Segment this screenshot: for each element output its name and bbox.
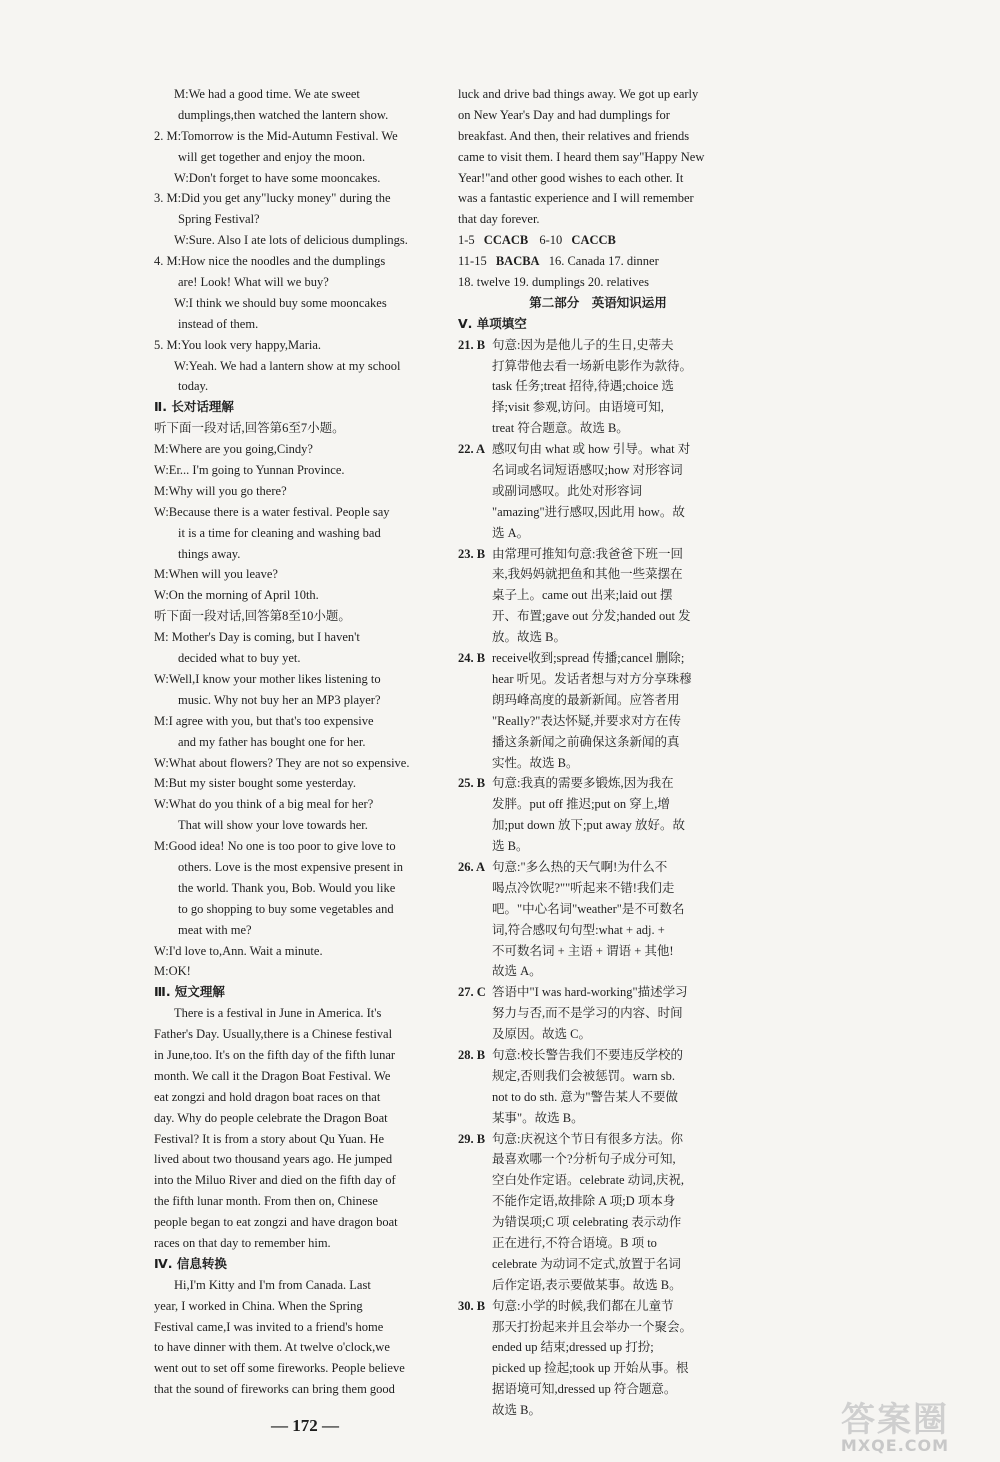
question-number: 26. A (458, 859, 486, 874)
text-line: was a fantastic experience and I will remember (458, 191, 694, 206)
explanation-line: picked up 捡起;took up 开始从事。根 (492, 1361, 689, 1376)
explanation-line (458, 857, 738, 878)
answer-range: 6-10 (539, 233, 563, 248)
explanation-text: 感叹句由 what 或 how 引导。what 对 (492, 442, 691, 457)
explanation-line: 或副词感叹。此处对形容词 (492, 483, 643, 498)
question-number: 28. B (458, 1047, 486, 1062)
text-line: that day forever. (458, 212, 540, 227)
text-line: Festival came,I was invited to a friend's home (154, 1319, 384, 1334)
text-line: M:We had a good time. We ate sweet (174, 87, 360, 101)
text-line: There is a festival in June in America. It's (174, 1006, 382, 1021)
text-line: will get together and enjoy the moon. (178, 149, 366, 164)
question-item (458, 439, 738, 543)
watermark-url: MXQE.COM (840, 1436, 950, 1455)
explanation-line: 名词或名词短语感叹;how 对形容词 (492, 463, 683, 478)
text-line: M:I agree with you, but that's too expensive (154, 713, 374, 728)
text-line: W:On the morning of April 10th. (154, 588, 319, 603)
text-line: today. (178, 379, 209, 394)
answer-row-2 (458, 251, 738, 272)
answer-fill: 16. Canada 17. dinner (548, 254, 659, 269)
explanation-line (458, 335, 738, 356)
section-heading: Ⅱ. 长对话理解 (154, 399, 234, 415)
text-line: meat with me? (178, 922, 252, 937)
question-number: 30. B (458, 1298, 486, 1313)
answer-key: CCACB (483, 233, 529, 248)
text-line: M:But my sister bought some yesterday. (154, 776, 356, 791)
explanation-line (458, 439, 738, 460)
answer-key: BACBA (495, 254, 540, 269)
text-line: M:When will you leave? (154, 567, 278, 582)
explanation-line: hear 听见。发话者想与对方分享珠穆 (492, 671, 692, 686)
explanation-line: treat 符合题意。故选 B。 (492, 421, 629, 436)
explanation-line (458, 773, 738, 794)
text-line: W:Well,I know your mother likes listening to (154, 671, 381, 686)
question-item (458, 648, 738, 773)
text-line: W:Er... I'm going to Yunnan Province. (154, 463, 345, 478)
text-line: W:What about flowers? They are not so expensive. (154, 755, 410, 770)
text-line: Festival? It is from a story about Qu Yuan. He (154, 1131, 385, 1146)
text-line: M:Good idea! No one is too poor to give love to (154, 839, 396, 854)
question-number: 23. B (458, 546, 486, 561)
text-line: on New Year's Day and had dumplings for (458, 107, 670, 122)
watermark-logo (810, 1392, 980, 1456)
explanation-text: 句意:因为是他儿子的生日,史蒂夫 (492, 337, 674, 352)
explanation-line: 朗玛峰高度的最新新闻。应答者用 (492, 692, 680, 707)
explanation-line (458, 648, 738, 669)
question-number: 21. B (458, 337, 486, 352)
text-line: that the sound of fireworks can bring them good (154, 1382, 395, 1397)
question-number: 25. B (458, 776, 486, 791)
question-item (458, 544, 738, 648)
text-line: 4. M:How nice the noodles and the dumplings (154, 254, 386, 269)
text-line: to have dinner with them. At twelve o'clock,we (154, 1340, 390, 1355)
explanation-line: 加;put down 放下;put away 放好。故 (492, 818, 686, 833)
text-line: month. We call it the Dragon Boat Festival. We (154, 1068, 391, 1083)
text-line: races on that day to remember him. (154, 1235, 331, 1250)
explanation-line: 喝点冷饮呢?""听起来不错!我们走 (492, 880, 675, 895)
explanation-line: 某事"。故选 B。 (492, 1110, 584, 1125)
text-line: Father's Day. Usually,there is a Chinese festival (154, 1027, 393, 1042)
explanation-line: 打算带他去看一场新电影作为款待。 (492, 358, 693, 373)
question-item (458, 1296, 738, 1421)
text-line: W:What do you think of a big meal for her? (154, 797, 374, 812)
explanation-line: 正在进行,不符合语境。B 项 to (492, 1235, 657, 1250)
text-line: into the Miluo River and died on the fifth day of (154, 1173, 396, 1188)
explanation-line: task 任务;treat 招待,待遇;choice 选 (492, 379, 674, 394)
text-line: music. Why not buy her an MP3 player? (178, 692, 381, 707)
explanation-text: receive收到;spread 传播;cancel 删除; (492, 651, 685, 666)
question-explanations (458, 335, 738, 1421)
text-line: M:Why will you go there? (154, 483, 287, 498)
part-two-heading: 第二部分 英语知识运用 (529, 294, 667, 310)
question-number: 29. B (458, 1131, 486, 1146)
question-number: 27. C (458, 985, 486, 1000)
explanation-line: 播这条新闻之前确保这条新闻的真 (492, 734, 680, 749)
text-line: 听下面一段对话,回答第6至7小题。 (154, 421, 345, 436)
answer-range: 1-5 (458, 233, 475, 248)
explanation-line: 发胖。put off 推迟;put on 穿上,增 (492, 797, 670, 812)
left-column (154, 84, 434, 1400)
question-item (458, 982, 738, 1045)
explanation-line (458, 1129, 738, 1150)
explanation-text: 句意:"多么热的天气啊!为什么不 (492, 859, 668, 874)
explanation-line (458, 544, 738, 565)
explanation-line: 选 B。 (492, 839, 529, 854)
explanation-line: 为错误项;C 项 celebrating 表示动作 (492, 1215, 682, 1230)
explanation-line (458, 1296, 738, 1317)
explanation-line: 实性。故选 B。 (492, 755, 579, 770)
text-line: M:OK! (154, 964, 191, 979)
explanation-text: 句意:小学的时候,我们都在儿童节 (492, 1298, 674, 1313)
text-line: W:Yeah. We had a lantern show at my school (174, 358, 401, 373)
question-item (458, 857, 738, 982)
text-line: 2. M:Tomorrow is the Mid-Autumn Festival. We (154, 128, 398, 143)
text-line: to go shopping to buy some vegetables and (178, 901, 394, 916)
text-line: 3. M:Did you get any"lucky money" during the (154, 191, 391, 206)
text-line: the fifth lunar month. From then on, Chinese (154, 1194, 378, 1209)
text-line: instead of them. (178, 316, 259, 331)
explanation-line: 词,符合感叹句句型:what + adj. + (492, 922, 665, 937)
section-v-heading: Ⅴ. 单项填空 (458, 315, 527, 331)
text-line: M: Mother's Day is coming, but I haven't (154, 630, 360, 645)
explanation-line: 规定,否则我们会被惩罚。warn sb. (492, 1068, 675, 1083)
explanation-text: 句意:我真的需要多锻炼,因为我在 (492, 776, 674, 791)
explanation-line: 据语境可知,dressed up 符合题意。 (492, 1382, 677, 1397)
text-line: decided what to buy yet. (178, 651, 301, 666)
explanation-line: 及原因。故选 C。 (492, 1027, 591, 1042)
text-line: W:Because there is a water festival. People say (154, 504, 390, 519)
text-line: W:I think we should buy some mooncakes (174, 295, 387, 310)
text-line: went out to set off some fireworks. People believe (154, 1361, 405, 1376)
answer-key: CACCB (571, 233, 616, 248)
text-line: others. Love is the most expensive present in (178, 859, 403, 874)
explanation-line: 不能作定语,故排除 A 项;D 项本身 (492, 1194, 676, 1209)
question-item (458, 1045, 738, 1129)
explanation-line: 那天打扮起来并且会举办一个聚会。 (492, 1319, 693, 1334)
text-line: M:Where are you going,Cindy? (154, 442, 313, 457)
question-item (458, 1129, 738, 1296)
answer-range: 11-15 (458, 254, 487, 269)
text-line: 听下面一段对话,回答第8至10小题。 (154, 609, 351, 624)
explanation-line: "amazing"进行感叹,因此用 how。故 (492, 504, 685, 519)
text-line: breakfast. And then, their relatives and friends (458, 128, 690, 143)
explanation-text: 句意:庆祝这个节日有很多方法。你 (492, 1131, 683, 1146)
explanation-line: 努力与否,而不是学习的内容、时间 (492, 1006, 683, 1021)
watermark-text: 答案圈 (841, 1400, 949, 1440)
text-line: day. Why do people celebrate the Dragon Boat (154, 1110, 388, 1125)
text-line: luck and drive bad things away. We got up early (458, 87, 699, 101)
explanation-line: celebrate 为动词不定式,放置于名词 (492, 1256, 681, 1271)
passage-continuation (458, 84, 738, 230)
text-line: W:I'd love to,Ann. Wait a minute. (154, 943, 323, 958)
text-line: 5. M:You look very happy,Maria. (154, 337, 322, 352)
text-line: came to visit them. I heard them say"Happy New (458, 149, 705, 164)
explanation-line: 吧。"中心名词"weather"是不可数名 (492, 901, 685, 916)
explanation-line: 桌子上。came out 出来;laid out 摆 (492, 588, 673, 603)
explanation-line: not to do sth. 意为"警告某人不要做 (492, 1089, 679, 1104)
text-line: people began to eat zongzi and have dragon boat (154, 1215, 398, 1230)
text-line: eat zongzi and hold dragon boat races on that (154, 1089, 381, 1104)
explanation-line: 故选 B。 (492, 1403, 541, 1418)
question-item (458, 773, 738, 857)
text-line: it is a time for cleaning and washing bad (178, 525, 381, 540)
text-line: Spring Festival? (178, 212, 260, 227)
explanation-line: 放。故选 B。 (492, 630, 566, 645)
explanation-line: 开、布置;gave out 分发;handed out 发 (492, 609, 691, 624)
explanation-line: 后作定语,表示要做某事。故选 B。 (492, 1277, 682, 1292)
text-line: year, I worked in China. When the Spring (154, 1298, 363, 1313)
text-line: lived about two thousand years ago. He jumped (154, 1152, 393, 1167)
question-item (458, 335, 738, 439)
page-number: — 172 — (271, 1416, 339, 1435)
text-line: the world. Thank you, Bob. Would you like (178, 880, 396, 895)
text-line: W:Sure. Also I ate lots of delicious dumplings. (174, 233, 408, 248)
text-line: That will show your love towards her. (178, 818, 368, 833)
explanation-text: 句意:校长警告我们不要违反学校的 (492, 1047, 683, 1062)
answer-row-1 (458, 230, 738, 251)
explanation-line (458, 982, 738, 1003)
question-number: 24. B (458, 651, 486, 666)
section-heading: Ⅳ. 信息转换 (154, 1255, 227, 1271)
right-column (458, 84, 738, 1421)
explanation-line: 不可数名词 + 主语 + 谓语 + 其他! (492, 943, 674, 958)
answer-row-3: 18. twelve 19. dumplings 20. relatives (458, 275, 649, 290)
explanation-line: 空白处作定语。celebrate 动词,庆祝, (492, 1173, 684, 1188)
text-line: are! Look! What will we buy? (178, 275, 329, 290)
explanation-line: 择;visit 参观,访问。由语境可知, (492, 400, 664, 415)
text-line: in June,too. It's on the fifth day of the fifth lunar (154, 1047, 396, 1062)
explanation-text: 答语中"I was hard-working"描述学习 (492, 985, 688, 1000)
explanation-line: 选 A。 (492, 525, 530, 540)
text-line: W:Don't forget to have some mooncakes. (174, 170, 381, 185)
explanation-line: ended up 结束;dressed up 打扮; (492, 1340, 654, 1355)
explanation-text: 由常理可推知句意:我爸爸下班一回 (492, 546, 683, 561)
section-heading: Ⅲ. 短文理解 (154, 984, 225, 1000)
text-line: dumplings,then watched the lantern show. (178, 107, 389, 122)
explanation-line (458, 1045, 738, 1066)
explanation-line: "Really?"表达怀疑,并要求对方在传 (492, 713, 682, 728)
text-line: things away. (178, 546, 241, 561)
explanation-line: 最喜欢哪一个?分析句子成分可知, (492, 1152, 676, 1167)
explanation-line: 来,我妈妈就把鱼和其他一些菜摆在 (492, 567, 683, 582)
text-line: Year!"and other good wishes to each other. It (458, 170, 684, 185)
question-number: 22. A (458, 442, 486, 457)
text-line: Hi,I'm Kitty and I'm from Canada. Last (174, 1277, 371, 1292)
explanation-line: 故选 A。 (492, 964, 542, 979)
text-line: and my father has bought one for her. (178, 734, 366, 749)
